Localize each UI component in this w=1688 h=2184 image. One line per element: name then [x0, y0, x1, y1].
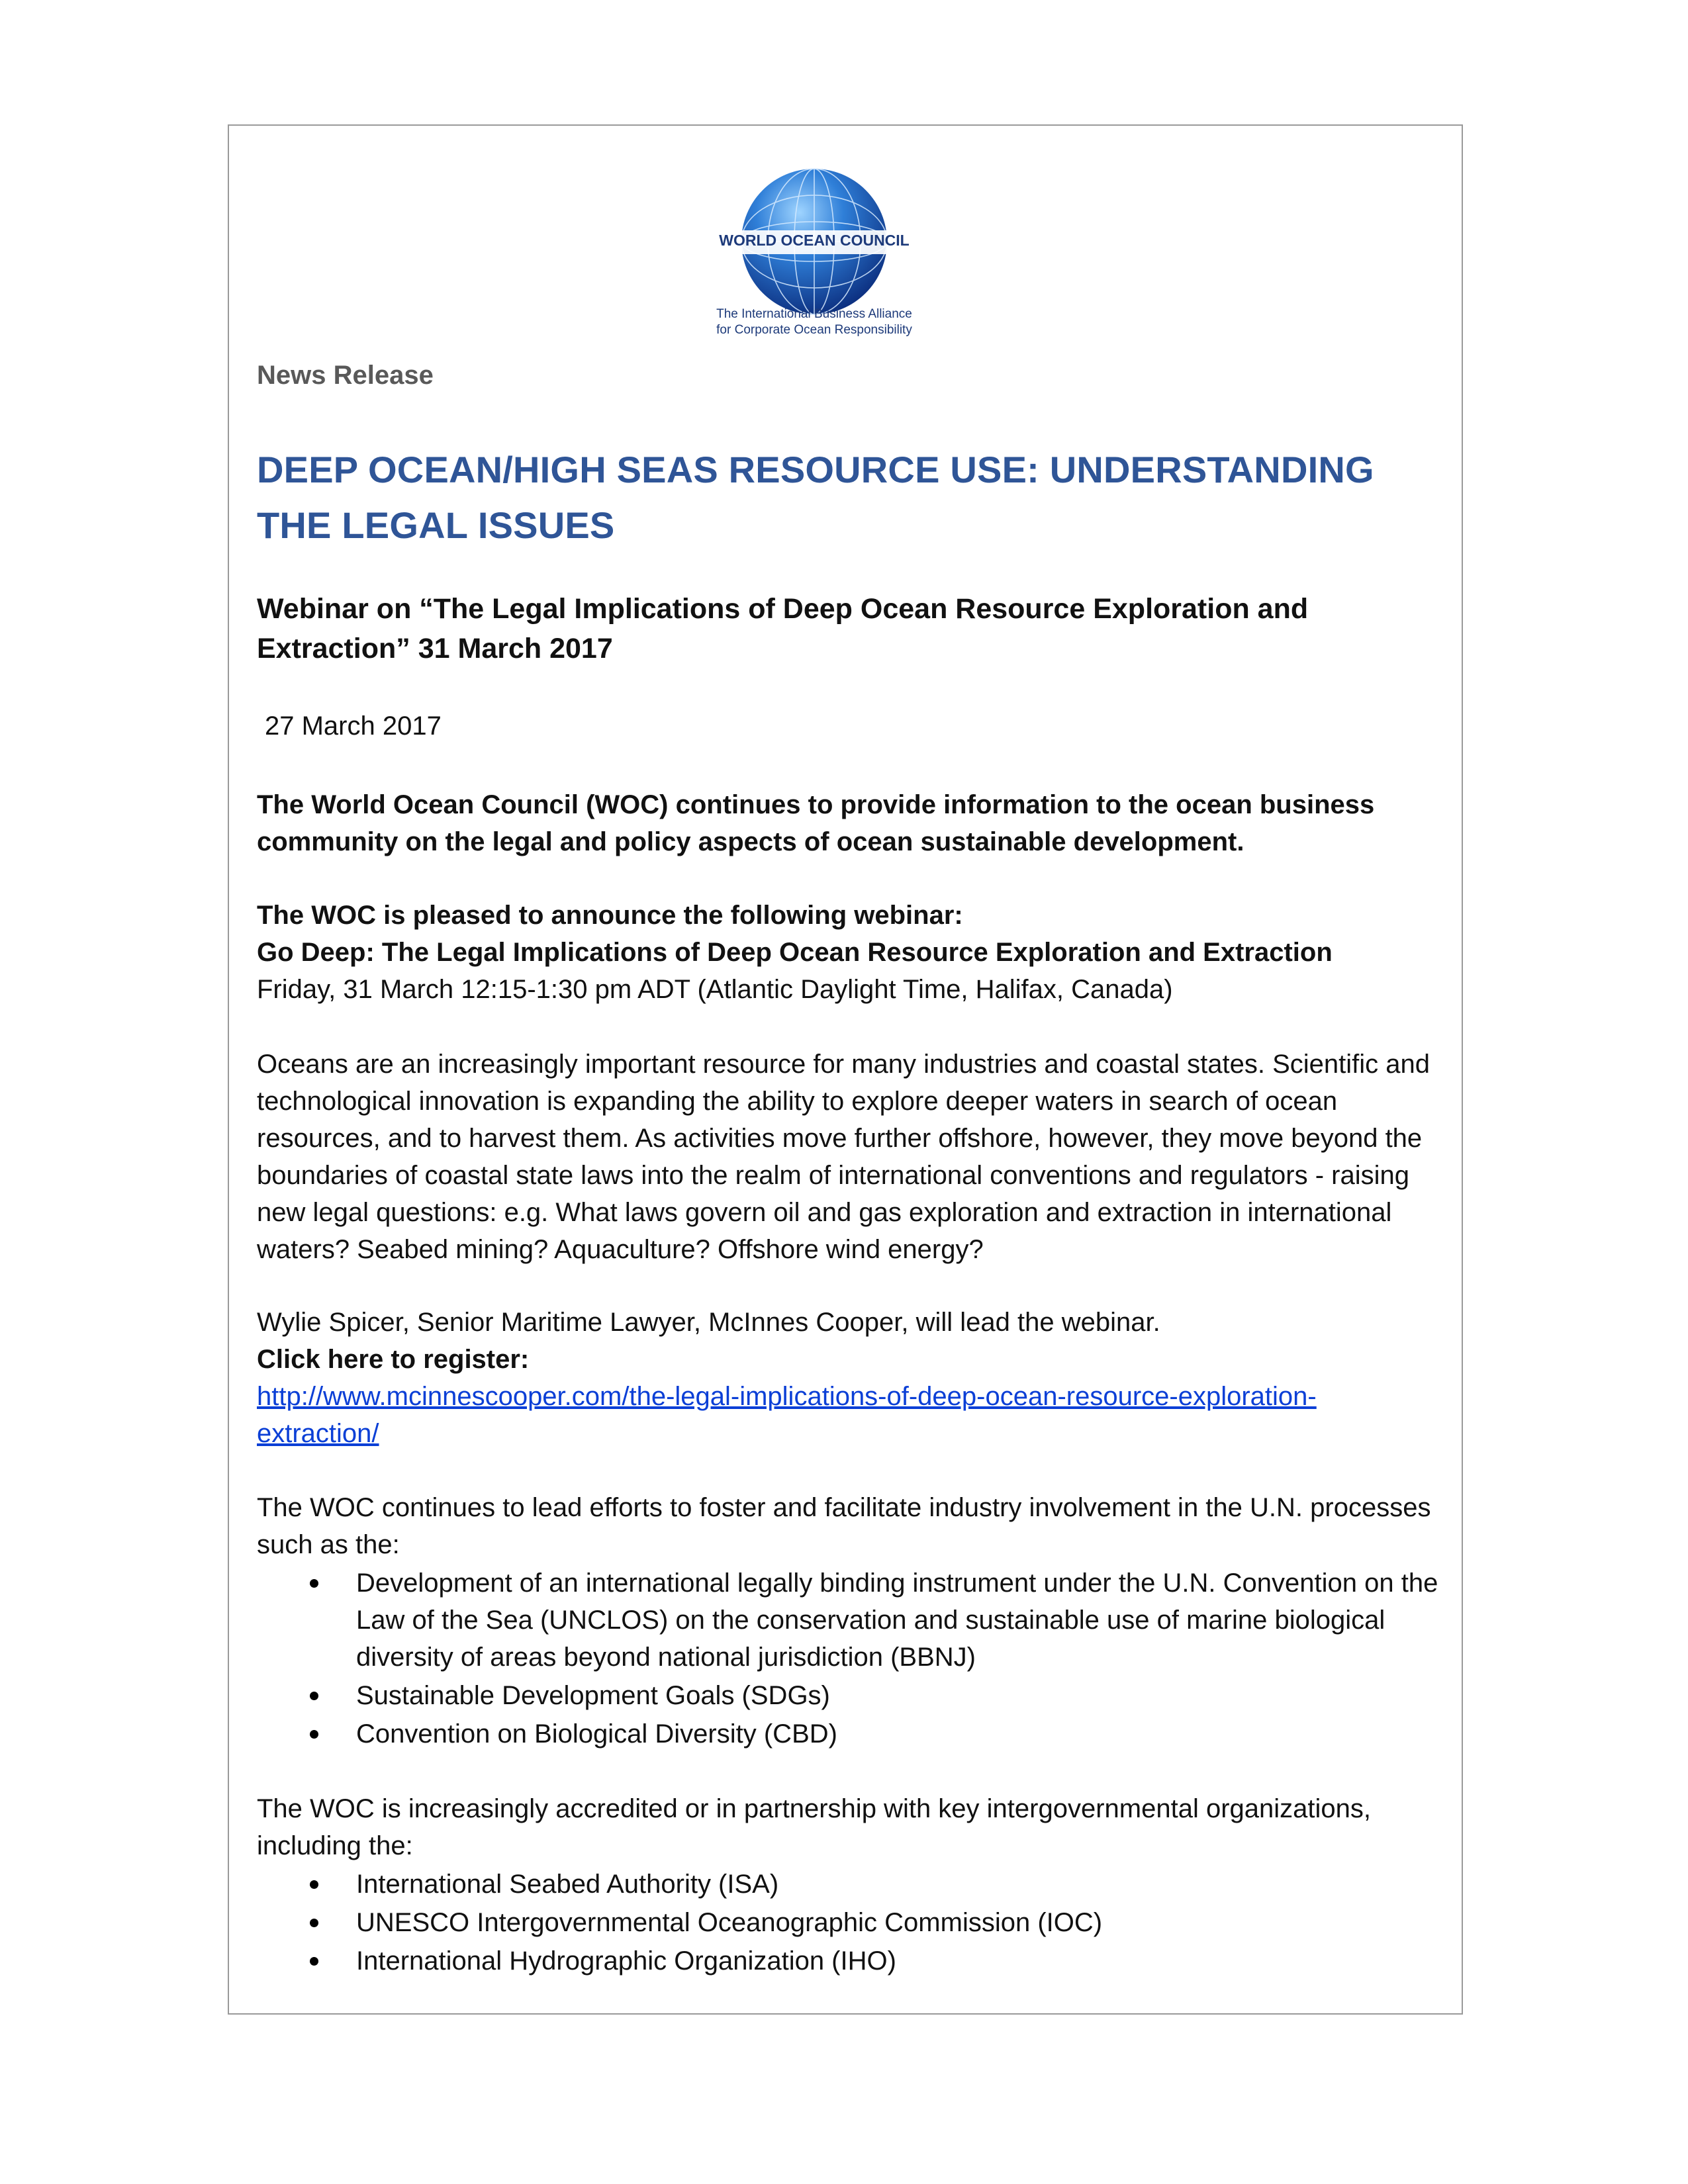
webinar-title: Go Deep: The Legal Implications of Deep Ocean Resource Exploration and Extraction	[257, 938, 1333, 967]
page-subtitle: Webinar on “The Legal Implications of Deep Ocean Resource Exploration and Extraction” 31 March 2017	[257, 593, 1309, 664]
list-item-text: International Seabed Authority (ISA)	[356, 1870, 779, 1899]
bullet-icon	[310, 1692, 318, 1700]
bullet-icon	[310, 1919, 318, 1927]
oceans-paragraph: Oceans are an increasingly important resource for many industries and coastal states. Scientific and technological innovation is expanding the ability to explore deeper waters in search of ocean resources, and to harvest them. As activities move further offshore, however, they move beyond the boundaries of coastal state laws into the realm of international conventions and regulators - raising new legal questions: e.g. What laws govern oil and gas exploration and extraction in international waters? Seabed mining? Aquaculture? Offshore wind energy?	[257, 1050, 1430, 1264]
un-processes-section	[257, 1489, 1442, 1752]
page-title: DEEP OCEAN/HIGH SEAS RESOURCE USE: UNDERSTANDING THE LEGAL ISSUES	[257, 449, 1374, 546]
organizations-section	[257, 1790, 1442, 1979]
list-item	[257, 1942, 1442, 1979]
org-intro: The WOC is increasingly accredited or in partnership with key intergovernmental organizations, including the:	[257, 1794, 1371, 1860]
register-section	[257, 1304, 1442, 1452]
intro-paragraph: The World Ocean Council (WOC) continues to provide information to the ocean business community on the legal and policy aspects of ocean sustainable development.	[257, 790, 1375, 856]
un-list	[257, 1565, 1442, 1752]
org-list	[257, 1866, 1442, 1979]
logo-name: WORLD OCEAN COUNCIL	[719, 232, 910, 249]
bullet-icon	[310, 1579, 318, 1588]
list-item	[257, 1904, 1442, 1941]
webinar-announcement	[257, 897, 1442, 1008]
register-link[interactable]: http://www.mcinnescooper.com/the-legal-implications-of-deep-ocean-resource-exploration-extraction/	[257, 1382, 1317, 1448]
bullet-icon	[310, 1880, 318, 1889]
bullet-icon	[310, 1957, 318, 1966]
webinar-time: Friday, 31 March 12:15-1:30 pm ADT (Atlantic Daylight Time, Halifax, Canada)	[257, 975, 1173, 1004]
list-item-text: Development of an international legally binding instrument under the U.N. Convention on the Law of the Sea (UNCLOS) on the conservation and sustainable use of marine biological diversity of areas beyond national jurisdiction (BBNJ)	[356, 1569, 1438, 1672]
list-item	[257, 1677, 1442, 1714]
news-release-label: News Release	[257, 361, 434, 390]
speaker-line: Wylie Spicer, Senior Maritime Lawyer, McInnes Cooper, will lead the webinar.	[257, 1308, 1160, 1337]
list-item	[257, 1866, 1442, 1903]
logo-tagline-2: for Corporate Ocean Responsibility	[716, 323, 912, 337]
register-label: Click here to register:	[257, 1345, 530, 1374]
list-item-text: International Hydrographic Organization (IHO)	[356, 1946, 896, 1976]
logo-tagline-1: The International Business Alliance	[716, 307, 912, 321]
list-item	[257, 1715, 1442, 1752]
list-item-text: Convention on Biological Diversity (CBD)	[356, 1719, 837, 1749]
list-item	[257, 1565, 1442, 1676]
list-item-text: UNESCO Intergovernmental Oceanographic Commission (IOC)	[356, 1908, 1103, 1937]
bullet-icon	[310, 1730, 318, 1739]
list-item-text: Sustainable Development Goals (SDGs)	[356, 1681, 830, 1710]
announce-line: The WOC is pleased to announce the following webinar:	[257, 901, 963, 930]
release-date: 27 March 2017	[265, 711, 442, 741]
un-intro: The WOC continues to lead efforts to foster and facilitate industry involvement in the U.N. processes such as the:	[257, 1493, 1431, 1559]
